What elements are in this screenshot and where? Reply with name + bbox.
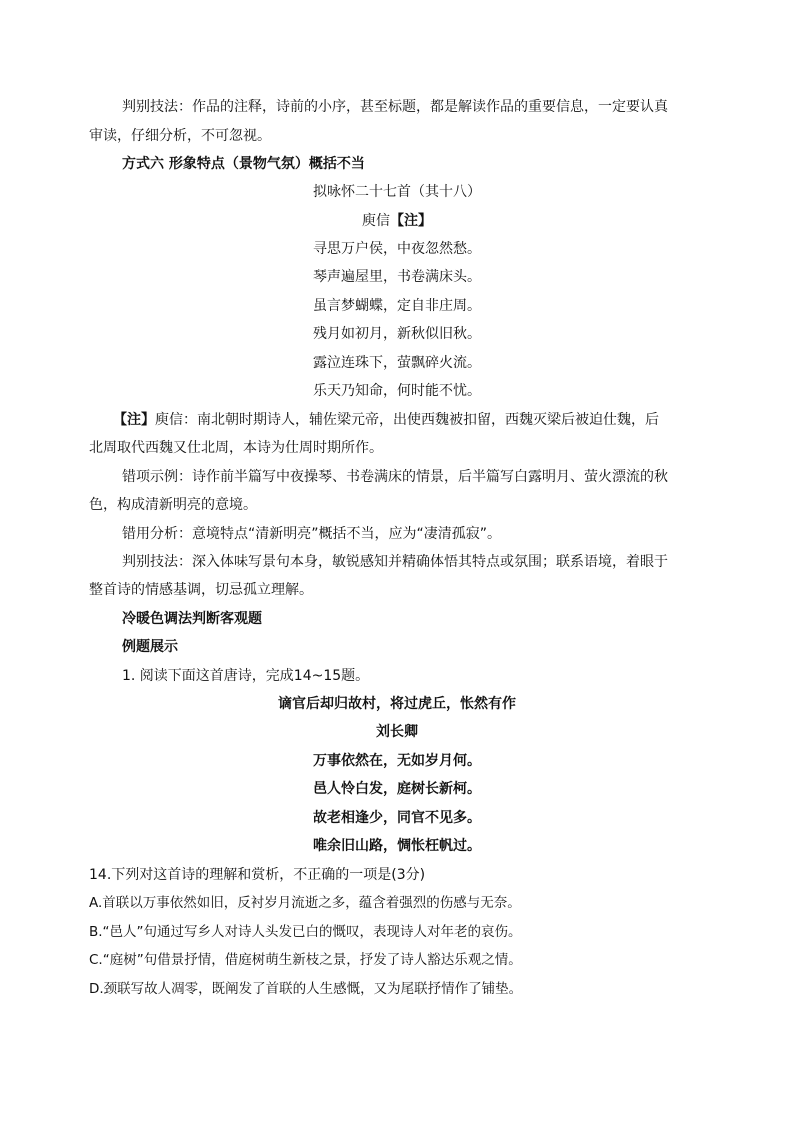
example-line-1: 错项示例：诗作前半篇写中夜操琴、书卷满床的情景，后半篇写白露明月、萤火漂流的秋 [122, 469, 668, 485]
question14-option-b: B.“邑人”句通过写乡人对诗人头发已白的慨叹，表现诗人对年老的哀伤。 [89, 924, 522, 940]
note-line-2: 北周取代西魏又仕北周，本诗为仕周时期所作。 [89, 440, 383, 456]
poem1-author [0, 211, 794, 231]
note-text: 庾信：南北朝时期诗人，辅佐梁元帝，出使西魏被扣留，西魏灭梁后被迫仕魏，后 [155, 412, 659, 428]
poem2-line: 唯余旧山路，惆怅枉帆过。 [313, 838, 481, 854]
example-subheading: 例题展示 [122, 639, 178, 655]
section-heading-method-six: 方式六 形象特点（景物气氛）概括不当 [122, 156, 365, 172]
note-line-1 [113, 410, 659, 430]
note-label: 【注】 [113, 412, 155, 428]
poem1-title: 拟咏怀二十七首（其十八） [313, 184, 481, 200]
tip-line-2: 审读，仔细分析，不可忽视。 [89, 128, 271, 144]
question-intro: 1. 阅读下面这首唐诗，完成14~15题。 [122, 668, 370, 684]
question14-option-d: D.颈联写故人凋零，既阐发了首联的人生感慨，又为尾联抒情作了铺垫。 [89, 981, 523, 997]
poem1-line: 琴声遍屋里，书卷满床头。 [313, 269, 481, 285]
poem2-line: 万事依然在，无如岁月何。 [313, 753, 481, 769]
poem2-author: 刘长卿 [376, 724, 418, 740]
poem1-author-name: 庾信 [362, 213, 390, 229]
poem1-line: 露泣连珠下，萤飘碎火流。 [313, 355, 481, 371]
section-heading-color-method: 冷暖色调法判断客观题 [122, 611, 262, 627]
poem2-line: 邑人怜白发，庭树长新柯。 [313, 781, 481, 797]
question14-stem: 14.下列对这首诗的理解和赏析，不正确的一项是(3分) [89, 867, 426, 883]
question14-option-a: A.首联以万事依然如旧，反衬岁月流逝之多，蕴含着强烈的伤感与无奈。 [89, 895, 521, 911]
poem1-line: 乐天乃知命，何时能不忧。 [313, 383, 481, 399]
poem1-line: 虽言梦蝴蝶，定自非庄周。 [313, 298, 481, 314]
technique-line-1: 判别技法：深入体味写景句本身，敏锐感知并精确体悟其特点或氛围；联系语境，着眼于 [122, 554, 668, 570]
poem2-line: 故老相逢少，同官不见多。 [313, 810, 481, 826]
analysis-line: 错用分析：意境特点“清新明亮”概括不当，应为“凄清孤寂”。 [122, 526, 502, 542]
poem1-line: 寻思万户侯，中夜忽然愁。 [313, 241, 481, 257]
question14-option-c: C.“庭树”句借景抒情，借庭树萌生新枝之景，抒发了诗人豁达乐观之情。 [89, 952, 522, 968]
technique-line-2: 整首诗的情感基调，切忌孤立理解。 [89, 582, 313, 598]
poem1-author-note-mark: 【注】 [390, 213, 432, 229]
poem1-line: 残月如初月，新秋似旧秋。 [313, 326, 481, 342]
example-line-2: 色，构成清新明亮的意境。 [89, 497, 257, 513]
poem2-title: 谪官后却归故村，将过虎丘，怅然有作 [278, 696, 516, 712]
tip-line-1: 判别技法：作品的注释，诗前的小序，甚至标题，都是解读作品的重要信息，一定要认真 [122, 99, 668, 115]
